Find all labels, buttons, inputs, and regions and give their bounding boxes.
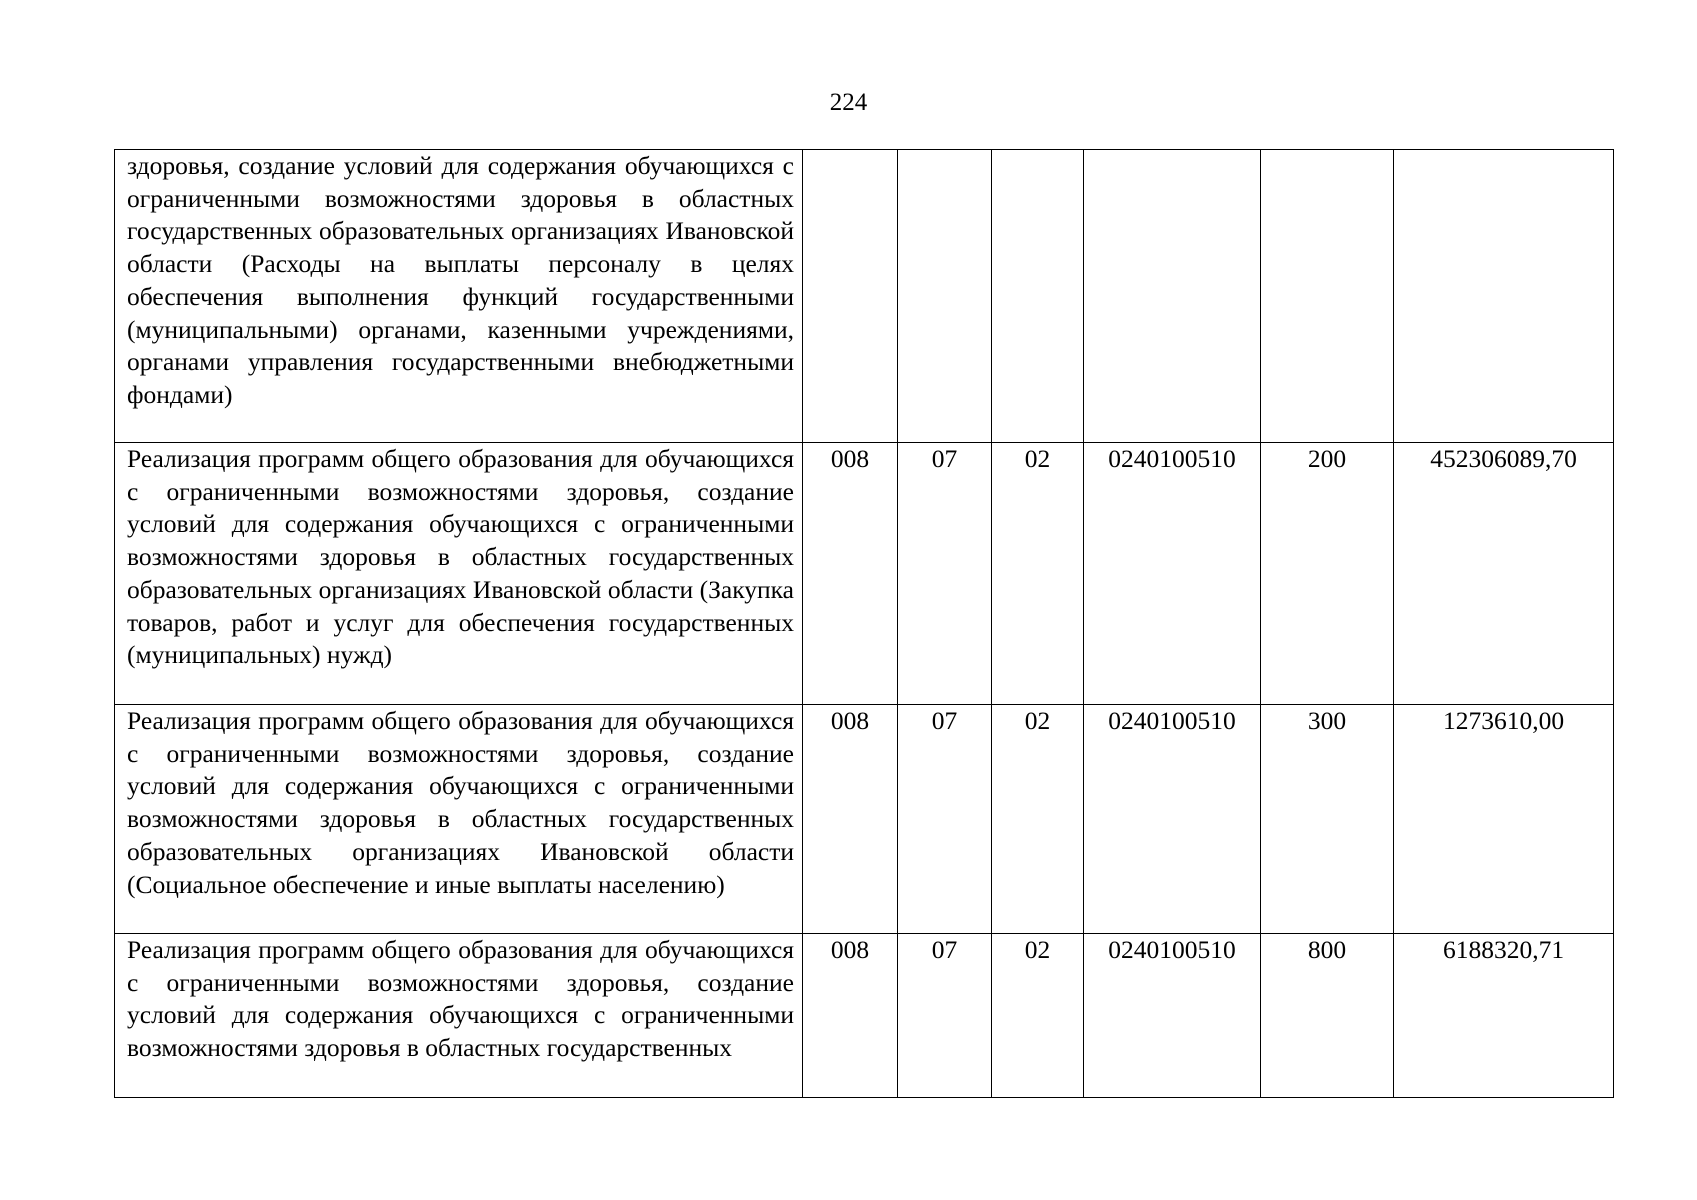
row-subsection-code: 02 — [992, 934, 1084, 1098]
table-row — [115, 705, 1614, 934]
row-target-article — [1084, 150, 1261, 443]
row-expense-type — [1261, 150, 1394, 443]
row-section-code: 07 — [898, 705, 992, 934]
row-description: Реализация программ общего образования для обучающихся с ограниченными возможностями здоровья, создание условий для содержания обучающихся с ограниченными возможностями здоровья в областных государственных образовательных организациях Ивановской области (Социальное обеспечение и иные выплаты населению) — [115, 705, 803, 934]
row-expense-type: 300 — [1261, 705, 1394, 934]
row-section-code — [898, 150, 992, 443]
row-amount: 1273610,00 — [1394, 705, 1614, 934]
table-row — [115, 443, 1614, 705]
row-target-article: 0240100510 — [1084, 705, 1261, 934]
row-ministry-code: 008 — [803, 934, 898, 1098]
row-amount: 452306089,70 — [1394, 443, 1614, 705]
row-subsection-code — [992, 150, 1084, 443]
row-section-code: 07 — [898, 934, 992, 1098]
page-number: 224 — [829, 89, 868, 116]
row-target-article: 0240100510 — [1084, 934, 1261, 1098]
row-amount: 6188320,71 — [1394, 934, 1614, 1098]
row-ministry-code: 008 — [803, 705, 898, 934]
row-amount — [1394, 150, 1614, 443]
row-ministry-code: 008 — [803, 443, 898, 705]
row-description: Реализация программ общего образования для обучающихся с ограниченными возможностями здоровья, создание условий для содержания обучающихся с ограниченными возможностями здоровья в областных государственных образовательных организациях Ивановской области (Закупка товаров, работ и услуг для обеспечения государственных (муниципальных) нужд) — [115, 443, 803, 705]
row-subsection-code: 02 — [992, 443, 1084, 705]
row-ministry-code — [803, 150, 898, 443]
table-row — [115, 150, 1614, 443]
row-expense-type: 800 — [1261, 934, 1394, 1098]
row-description: Реализация программ общего образования для обучающихся с ограниченными возможностями здоровья, создание условий для содержания обучающихся с ограниченными возможностями здоровья в областных государственных — [115, 934, 803, 1098]
row-expense-type: 200 — [1261, 443, 1394, 705]
row-target-article: 0240100510 — [1084, 443, 1261, 705]
row-subsection-code: 02 — [992, 705, 1084, 934]
row-section-code: 07 — [898, 443, 992, 705]
budget-table — [114, 149, 1614, 1098]
table-row — [115, 934, 1614, 1098]
row-description: здоровья, создание условий для содержания обучающихся с ограниченными возможностями здоровья в областных государственных образовательных организациях Ивановской области (Расходы на выплаты персоналу в целях обеспечения выполнения функций государственными (муниципальными) органами, казенными учреждениями, органами управления государственными внебюджетными фондами) — [115, 150, 803, 443]
